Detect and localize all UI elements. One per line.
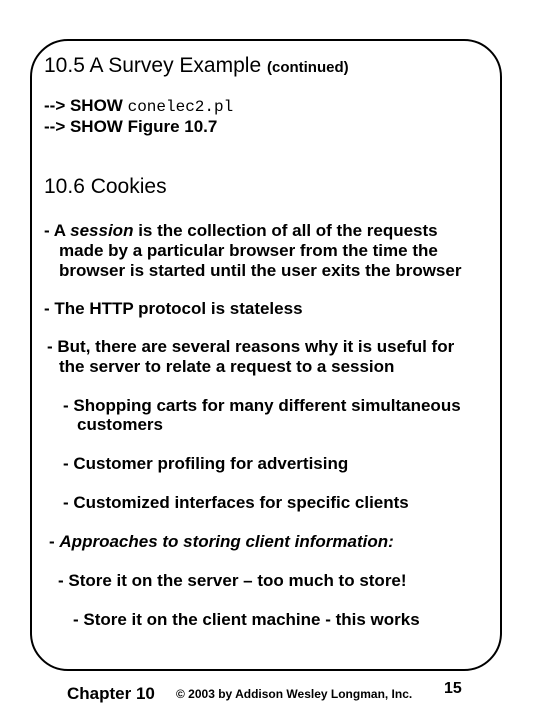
title-text: 10.5 A Survey Example — [44, 54, 262, 77]
dash: - — [49, 532, 55, 551]
show-filename: conelec2.pl — [127, 98, 234, 116]
bullet-server: - Store it on the server – too much to store! — [58, 571, 407, 590]
session-rest: is the collection of all of the requests — [138, 221, 438, 240]
show-line-1 — [44, 96, 233, 116]
footer-page-number: 15 — [444, 680, 462, 697]
show-line-2: --> SHOW Figure 10.7 — [44, 117, 218, 136]
section-title: 10.6 Cookies — [44, 175, 167, 198]
para-reasons-line1: - But, there are several reasons why it is useful for — [47, 337, 455, 356]
footer-copyright: © 2003 by Addison Wesley Longman, Inc. — [176, 687, 413, 701]
bullet-interfaces: - Customized interfaces for specific clients — [63, 493, 409, 512]
para-approaches — [49, 532, 394, 552]
title-suffix: (continued) — [266, 59, 349, 76]
show-prefix: --> SHOW — [44, 96, 123, 115]
footer-chapter: Chapter 10 — [67, 684, 155, 703]
slide-title — [44, 54, 349, 78]
para-session-line3: browser is started until the user exits the browser — [59, 261, 462, 280]
bullet-shopping-line2: customers — [77, 415, 163, 434]
para-session-line2: made by a particular browser from the time the — [59, 241, 438, 260]
bullet-shopping-line1: - Shopping carts for many different simultaneous — [63, 396, 461, 415]
para-stateless: - The HTTP protocol is stateless — [44, 299, 303, 318]
bullet-profiling: - Customer profiling for advertising — [63, 454, 349, 473]
para-reasons-line2: the server to relate a request to a session — [59, 357, 395, 376]
para-session-line1 — [44, 221, 438, 241]
session-term: session — [70, 221, 134, 240]
approaches-text: Approaches to storing client information: — [59, 532, 394, 551]
bullet-client: - Store it on the client machine - this works — [73, 610, 420, 629]
dash: - A — [44, 221, 66, 240]
